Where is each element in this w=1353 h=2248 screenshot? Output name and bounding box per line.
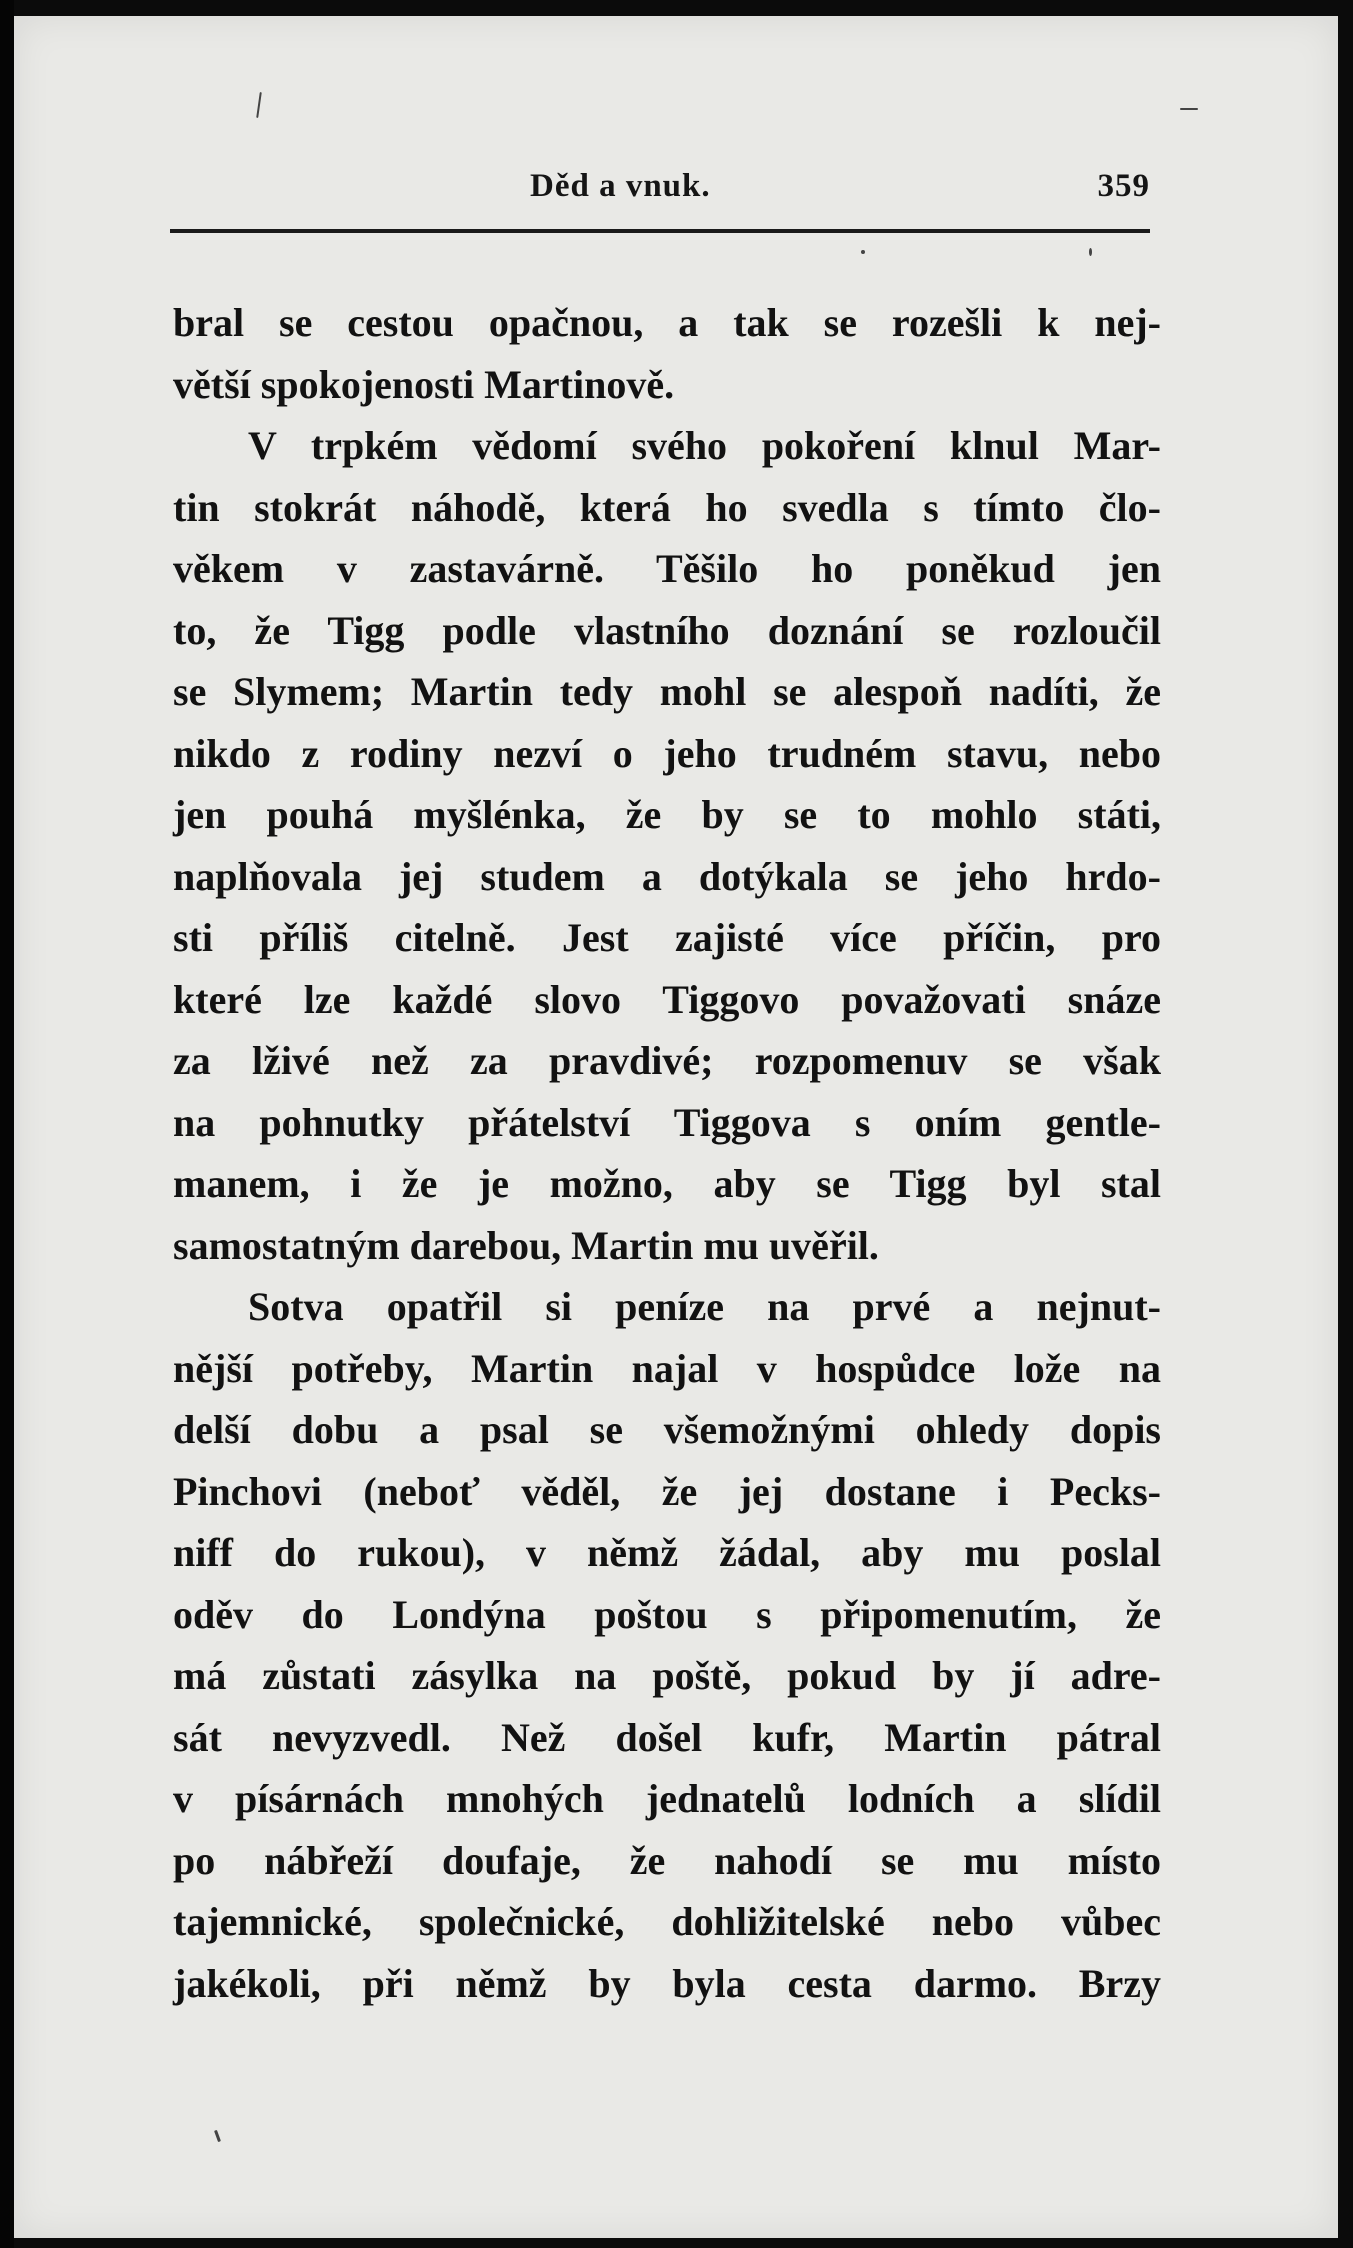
body-text (173, 292, 1161, 2014)
paragraph (173, 292, 1161, 415)
text-line: tajemnické, společnické, dohližitelské nebo vůbec (173, 1899, 1161, 1944)
text-line: niff do rukou), v němž žádal, aby mu poslal (173, 1530, 1161, 1575)
text-line: nější potřeby, Martin najal v hospůdce lože na (173, 1345, 1161, 1391)
scan-left-border (0, 0, 14, 2248)
text-line: nikdo z rodiny nezví o jeho trudném stavu, nebo (173, 730, 1161, 776)
text-line: Pinchovi (neboť věděl, že jej dostane i Pecks- (173, 1468, 1161, 1514)
text-line: to, že Tigg podle vlastního doznání se rozloučil (173, 607, 1161, 653)
text-line: manem, i že je možno, aby se Tigg byl stal (173, 1161, 1161, 1206)
page-number: 359 (1097, 168, 1150, 204)
scan-speck (1180, 108, 1198, 110)
text-line: v písárnách mnohých jednatelů lodních a slídil (173, 1776, 1161, 1821)
text-line: V trpkém vědomí svého pokoření klnul Mar- (248, 423, 1161, 468)
text-line: má zůstati zásylka na poště, pokud by jí adre- (173, 1653, 1161, 1698)
text-line: po nábřeží doufaje, že nahodí se mu místo (173, 1837, 1161, 1883)
text-line: tin stokrát náhodě, která ho svedla s tímto člo- (173, 484, 1161, 530)
text-line: sti příliš citelně. Jest zajisté více příčin, pro (173, 915, 1161, 960)
paragraph (173, 415, 1161, 1276)
text-line: jen pouhá myšlénka, že by se to mohlo státi, (173, 792, 1161, 837)
text-line: jakékoli, při němž by byla cesta darmo. Brzy (173, 1960, 1161, 2006)
header-rule (170, 229, 1150, 233)
text-line: oděv do Londýna poštou s připomenutím, že (173, 1591, 1161, 1637)
text-line: které lze každé slovo Tiggovo považovati snáze (173, 976, 1161, 1022)
scan-speck (861, 250, 865, 254)
running-title: Děd a vnuk. (530, 168, 711, 204)
text-line: Sotva opatřil si peníze na prvé a nejnut- (248, 1284, 1161, 1329)
text-line: bral se cestou opačnou, a tak se rozešli k nej- (173, 300, 1161, 345)
text-line: větší spokojenosti Martinově. (173, 361, 675, 407)
text-line: samostatným darebou, Martin mu uvěřil. (173, 1222, 879, 1268)
text-line: sát nevyzvedl. Než došel kufr, Martin pátral (173, 1714, 1161, 1760)
text-line: věkem v zastavárně. Těšilo ho poněkud jen (173, 546, 1161, 591)
running-head (170, 168, 1150, 218)
text-line: se Slymem; Martin tedy mohl se alespoň nadíti, že (173, 669, 1161, 714)
text-line: za lživé než za pravdivé; rozpomenuv se však (173, 1038, 1161, 1083)
text-line: delší dobu a psal se všemožnými ohledy dopis (173, 1407, 1161, 1452)
text-line: naplňovala jej studem a dotýkala se jeho hrdo- (173, 853, 1161, 899)
text-line: na pohnutky přátelství Tiggova s oním gentle- (173, 1099, 1161, 1145)
paragraph (173, 1276, 1161, 2014)
scan-speck (1089, 248, 1092, 256)
